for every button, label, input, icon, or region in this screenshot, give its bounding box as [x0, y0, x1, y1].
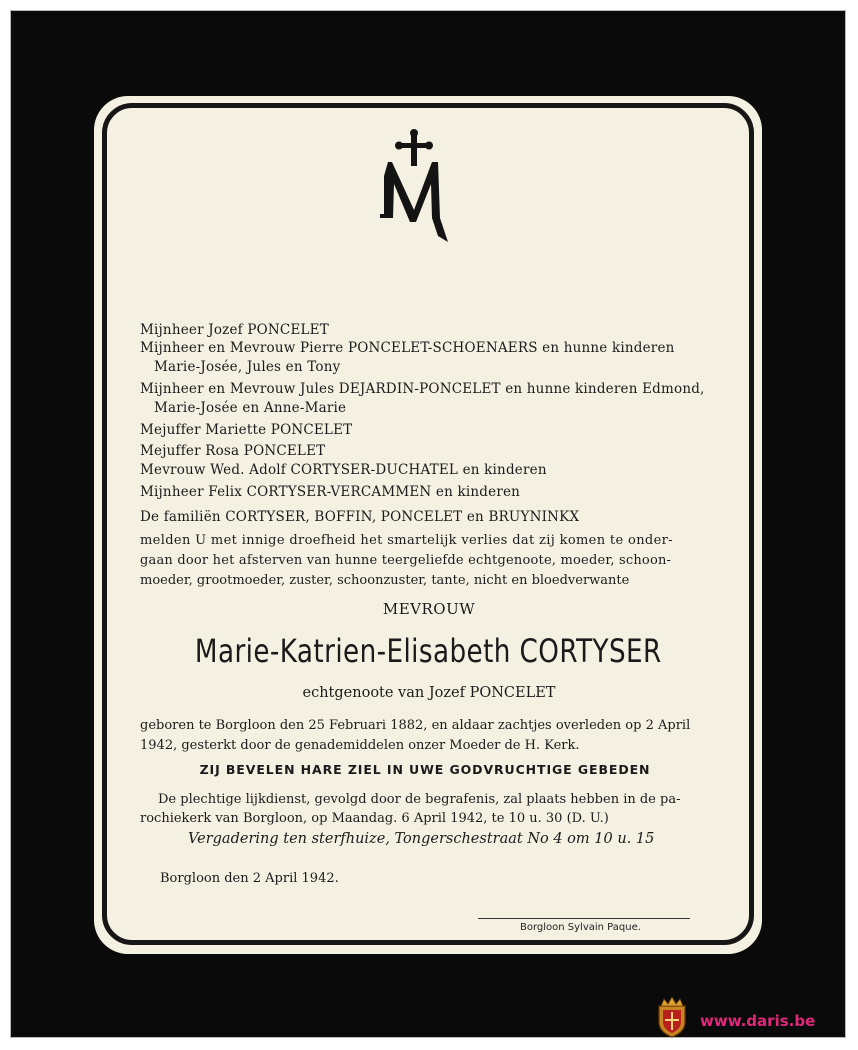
family-line: Mijnheer en Mevrouw Pierre PONCELET-SCHOENAERS en hunne kinderen	[140, 340, 675, 356]
funeral-line: De plechtige lijkdienst, gevolgd door de begrafenis, zal plaats hebben in de pa-	[158, 792, 681, 807]
printer-credit: Borgloon Sylvain Paque.	[520, 922, 641, 933]
gathering-line: Vergadering ten sterfhuize, Tongerschestraat No 4 om 10 u. 15	[188, 831, 655, 847]
family-line: Mijnheer Jozef PONCELET	[140, 322, 329, 338]
announcement-line: moeder, grootmoeder, zuster, schoonzuster, tante, nicht en bloedverwante	[140, 573, 630, 588]
family-line: Mejuffer Rosa PONCELET	[140, 443, 326, 459]
coat-of-arms-logo-icon	[655, 996, 689, 1038]
family-line: De familiën CORTYSER, BOFFIN, PONCELET en BRUYNINKX	[140, 509, 580, 525]
funeral-line: rochiekerk van Borgloon, op Maandag. 6 April 1942, te 10 u. 30 (D. U.)	[140, 811, 609, 826]
announcement-line: melden U met innige droefheid het smartelijk verlies dat zij komen te onder-	[140, 533, 673, 548]
family-line: Mejuffer Mariette PONCELET	[140, 422, 353, 438]
website-watermark[interactable]: www.daris.be	[700, 1012, 816, 1030]
birth-death-line: geboren te Borgloon den 25 Februari 1882, en aldaar zachtjes overleden op 2 April	[140, 718, 691, 733]
family-line: Marie-Josée en Anne-Marie	[154, 400, 347, 416]
marian-monogram-icon	[378, 126, 458, 244]
family-line: Mijnheer Felix CORTYSER-VERCAMMEN en kinderen	[140, 484, 521, 500]
honorific: MEVROUW	[382, 600, 476, 618]
printer-rule	[478, 918, 690, 919]
announcement-line: gaan door het afsterven van hunne teergeliefde echtgenoote, moeder, schoon-	[140, 553, 672, 568]
spouse-line: echtgenoote van Jozef PONCELET	[302, 685, 556, 701]
deceased-name: Marie-Katrien-Elisabeth CORTYSER	[194, 632, 662, 670]
family-line: Mijnheer en Mevrouw Jules DEJARDIN-PONCELET en hunne kinderen Edmond,	[140, 381, 705, 397]
birth-death-line: 1942, gesterkt door de genademiddelen onzer Moeder de H. Kerk.	[140, 738, 580, 753]
prayer-request: ZIJ BEVELEN HARE ZIEL IN UWE GODVRUCHTIGE GEBEDEN	[199, 762, 651, 777]
place-date: Borgloon den 2 April 1942.	[160, 871, 339, 886]
family-line: Marie-Josée, Jules en Tony	[154, 359, 341, 375]
family-line: Mevrouw Wed. Adolf CORTYSER-DUCHATEL en kinderen	[140, 462, 547, 478]
